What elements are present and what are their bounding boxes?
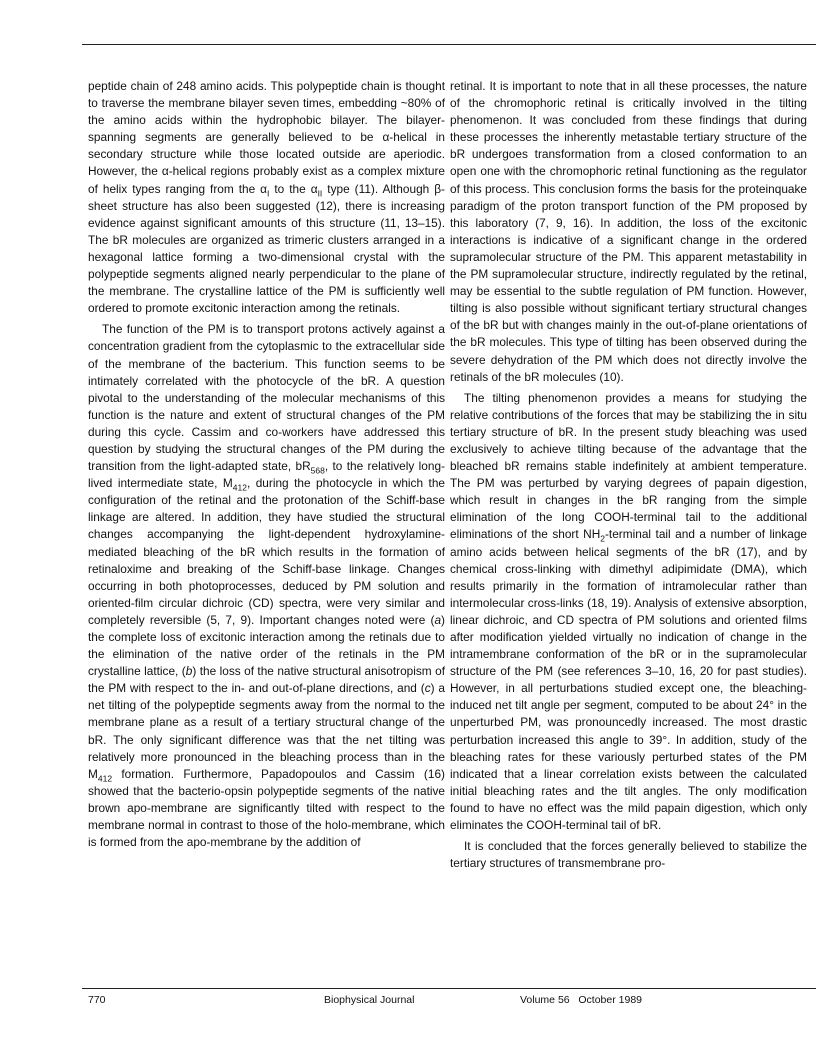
subscript: 412 bbox=[97, 773, 113, 784]
text-run: ) the loss of the native structural anisotropism of the PM with respect to the in- and out-of-plane directions, and ( bbox=[88, 664, 445, 696]
text-run: peptide chain of 248 amino acids. This polypeptide chain is thought to traverse the membrane bilayer seven times, embedding ~80% of the amino acids within the hydrophobic bilayer. The bilayer-spanning segments are generally believed to be α-helical in secondary structure while those located outside are aperiodic. However, the α-helical regions probably exist as a complex mixture of helix types ranging from the α bbox=[88, 79, 445, 196]
italic-text: b bbox=[185, 664, 193, 679]
paragraph bbox=[88, 321, 445, 851]
text-run: type (11). Although β-sheet structure has also been suggested (12), there is increasing evidence against significant amounts of this structure (11, 13–15). The bR molecules are organized as trimeric clusters arranged in a hexagonal lattice forming a two-dimensional crystal with the polypeptide segments aligned nearly perpendicular to the plane of the membrane. The crystalline lattice of the PM is sufficiently well ordered to promote excitonic interaction among the retinals. bbox=[88, 181, 445, 316]
text-run: -terminal tail and a number of linkage amino acids between helical segments of the bR (17), and by chemical cross-linking with dimethyl adipimidate (DMA), which results primarily in the formation of intramolecular rather than intermolecular cross-links (18, 19). Analysis of extensive absorption, linear dichroic, and CD spectra of PM solutions and oriented films after modification yielded virtually no indication of change in the intramembrane conformation of the bR or in the supramolecular structure of the PM (see references 3–10, 16, 20 for past studies). However, in all perturbations studied except one, the bleaching-induced net tilt angle per segment, computed to be about 24° in the unperturbed PM, was pronouncedly increased. The most drastic perturbation increased this angle to 39°. In addition, study of the bleaching rates for these variously perturbed states of the PM indicated that a linear correlation exists between the calculated initial bleaching rates and the tilt angles. The only modification found to have no effect was the mild papain digestion, which only eliminates the COOH-terminal tail of bR. bbox=[450, 527, 807, 833]
text-run: The tilting phenomenon provides a means for studying the relative contributions of the forces that may be stabilizing the in situ tertiary structure of bR. In the present study bleaching was used exclusively to achieve tilting because of the advantage that the bleached bR remains stable indefinitely at ambient temperature. The PM was perturbed by varying degrees of papain digestion, which result in changes in the bR ranging from the simple elimination of the long COOH-terminal tail to the additional eliminations of the short NH bbox=[450, 390, 807, 542]
subscript: 2 bbox=[600, 533, 605, 544]
footer-rule bbox=[82, 988, 816, 989]
text-run: ) a net tilting of the polypeptide segments away from the normal to the membrane plane as a result of a tertiary structural change of the bR. The only significant difference was that the net tilting was relatively more pronounced in the bleaching process than in the M bbox=[88, 681, 445, 781]
subscript: II bbox=[317, 187, 323, 198]
text-run: It is concluded that the forces generally believed to stabilize the tertiary structures of transmembrane pro- bbox=[450, 839, 807, 871]
subscript: 568 bbox=[310, 465, 325, 476]
left-column bbox=[88, 78, 445, 851]
text-run: , to the relatively long-lived intermediate state, M bbox=[88, 459, 445, 491]
text-run: , during the photocycle in which the configuration of the retinal and the protonation of the Schiff-base linkage are altered. In addition, they have studied the structural changes accompanying the light-dependent hydroxylamine-mediated bleaching of the bR which results in the formation of retinaloxime and breaking of the Schiff-base linkage. Changes occurring in both photoprocesses, deduced by PM solution and oriented-film circular dichroic (CD) spectra, were very similar and completely reversible (5, 7, 9). Important changes noted were ( bbox=[88, 476, 445, 627]
journal-name: Biophysical Journal bbox=[324, 994, 415, 1006]
page-number: 770 bbox=[88, 994, 106, 1006]
text-run: retinal. It is important to note that in all these processes, the nature of the chromophoric retinal is critically involved in the tilting phenomenon. It was concluded from these findings that during these processes the inherently metastable tertiary structure of the bR undergoes transformation from a closed conformation to an open one with the chromophoric retinal functioning as the regulator of this process. This conclusion forms the basis for the proteinquake paradigm of the proton transport function of the PM proposed by this laboratory (7, 9, 16). In addition, the loss of the excitonic interactions is indicative of a significant change in the ordered supramolecular structure of the PM. This apparent metastability in the PM supramolecular structure, indirectly regulated by the retinal, may be essential to the subtle regulation of PM function. However, tilting is also possible without significant tertiary structural changes of the bR but with changes mainly in the out-of-plane orientations of the bR molecules. This type of tilting has been observed during the severe dehydration of the PM which does not directly involve the retinals of the bR molecules (10). bbox=[450, 79, 807, 384]
right-column bbox=[450, 78, 807, 872]
paragraph bbox=[88, 78, 445, 317]
subscript: I bbox=[267, 187, 270, 198]
top-rule bbox=[82, 44, 816, 45]
paragraph bbox=[450, 390, 807, 834]
subscript: 412 bbox=[232, 482, 247, 493]
volume-info: Volume 56 October 1989 bbox=[520, 994, 642, 1006]
text-run: formation. Furthermore, Papadopoulos and Cassim (16) showed that the bacterio-opsin polypeptide segments of the native brown apo-membrane are significantly tilted with respect to the membrane normal in contrast to those of the holo-membrane, which is formed from the apo-membrane by the addition of bbox=[88, 766, 445, 850]
italic-text: a bbox=[434, 612, 442, 627]
paragraph bbox=[450, 838, 807, 872]
text-run: The function of the PM is to transport protons actively against a concentration gradient from the cytoplasmic to the extracellular side of the membrane of the bacterium. This function seems to be intimately correlated with the photocycle of the bR. A question pivotal to the understanding of the molecular mechanisms of this function is the nature and extent of structural changes of the PM during this cycle. Cassim and co-workers have addressed this question by studying the structural changes of the PM during the transition from the light-adapted state, bR bbox=[88, 322, 445, 474]
page-footer bbox=[88, 992, 816, 1008]
paragraph bbox=[450, 78, 807, 386]
text-run: ) the complete loss of excitonic interaction among the retinals due to the elimination of the native order of the retinals in the PM crystalline lattice, ( bbox=[88, 612, 445, 679]
italic-text: c bbox=[424, 681, 431, 696]
text-run: to the α bbox=[269, 181, 318, 196]
